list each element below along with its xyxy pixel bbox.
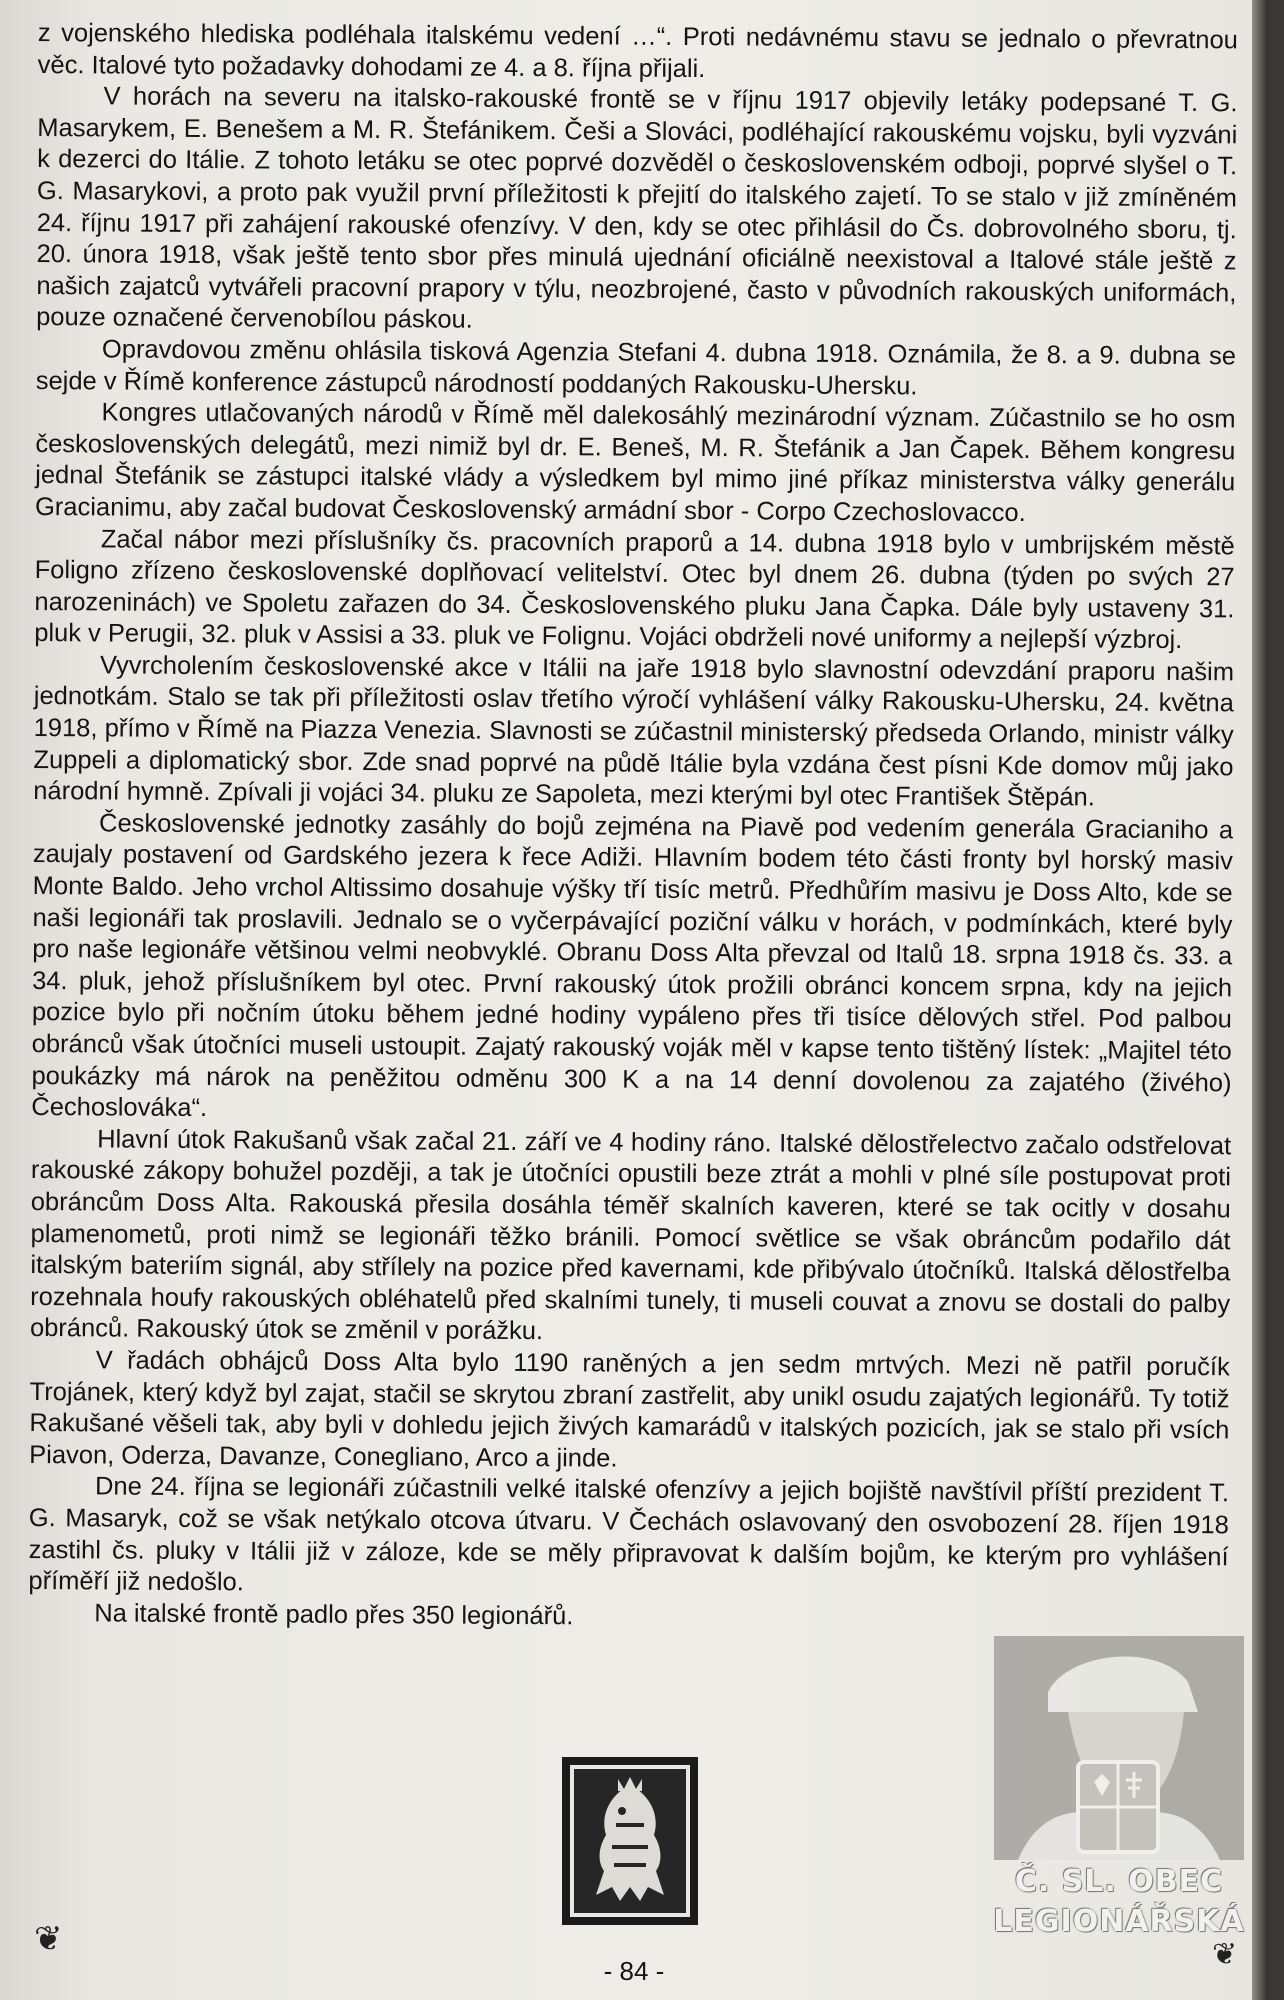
paragraph: V horách na severu na italsko-rakouské frontě se v říjnu 1917 objevily letáky podepsané T. G. Masarykem, E. Benešem a M. R. Štefánikem. Češi a Slováci, podléhající rakouskému vojsku, byli vyzváni k dezerci do Itálie. Z tohoto letáku se otec poprvé dozvěděl o československém odboji, poprvé slyšel o T. G. Masarykovi, a proto pak využil první příležitosti k přejití do italského zajetí. To se stalo v již zmíněném 24. říjnu 1917 při zahájení rakouské ofenzívy. V den, kdy se otec přihlásil do Čs. dobrovolného sboru, tj. 20. února 1918, však ještě tento sbor přes minulá ujednání oficiálně neexistoval a Italové stále ještě z našich zajatců vytvářeli pracovní prapory v týlu, neozbrojené, často v původních rakouských uniformách, pouze označené červenobílou páskou. — [36, 82, 1238, 335]
paragraph: Kongres utlačovaných národů v Římě měl dalekosáhlý mezinárodní význam. Zúčastnilo se ho osm československých delegátů, mezi nimiž byl dr. E. Beneš, M. R. Štefánik a Jan Čapek. Během kongresu jednal Štefánik se zástupci italské vlády a výsledkem byl mimo jiné příkaz ministerstva války generálu Gracianimu, aby začal budovat Československý armádní sbor - Corpo Czechoslovacco. — [34, 398, 1236, 527]
paragraph: Hlavní útok Rakušanů však začal 21. září ve 4 hodiny ráno. Italské dělostřelectvo začalo odstřelovat rakouské zákopy bohužel později, a tak je útočníci opustili beze ztrát a mohli v plné síle postupovat proti obráncům Doss Alta. Rakouská přesila dosáhla téměř skalních kaveren, které se tak ocitly v dosahu plamenometů, proti nimž se legionáři těžko bránili. Pomocí světlice se však obráncům podařilo dát italským bateriím signál, aby střílely na pozice před kavernami, kde přibývalo útočníků. Italská dělostřelba rozehnala houfy rakouských obléhatelů před skalními tunely, ti museli couvat a znovu se dostali do palby obránců. Rakouský útok se změnil v porážku. — [29, 1125, 1232, 1346]
page-number: - 84 - — [603, 1956, 665, 1986]
legion-watermark — [988, 1632, 1250, 1972]
page-edge-shadow — [1252, 0, 1268, 2000]
paragraph: V řadách obhájců Doss Alta bylo 1190 raněných a jen sedm mrtvých. Mezi ně patřil poručík Trojánek, který když byl zajat, stačil se skrytou zbraní zastřelit, aby unikl osudu zajatých legionářů. Ty totiž Rakušané věšeli tak, aby byli v dohledu jejich živých kamarádů v italských pozicích, jak se stalo při vsích Piavon, Oderza, Davanze, Conegliano, Arco a jinde. — [29, 1346, 1230, 1473]
flourish-ornament-icon: ❦ — [1212, 1938, 1238, 1971]
flourish-ornament-icon: ❦ — [34, 1920, 63, 1958]
page-body-text — [28, 18, 1238, 1637]
paragraph: Dne 24. října se legionáři zúčastnili velké italské ofenzívy a jejich bojiště navštívil příští prezident T. G. Masaryk, což se však netýkalo otcova útvaru. V Čechách oslavovaný den osvobození 28. říjen 1918 zastihl čs. pluky v Itálii již v záloze, kde se měly připravovat k dalším bojům, ke kterým pro vyhlášení příměří již nedošlo. — [28, 1472, 1230, 1597]
paragraph: Vyvrcholením československé akce v Itálii na jaře 1918 bylo slavnostní odevzdání praporu našim jednotkám. Stalo se tak při příležitosti oslav třetího výročí vyhlášení války Rakousku-Uhersku, 24. května 1918, přímo v Římě na Piazza Venezia. Slavnosti se zúčastnil ministerský předseda Orlando, ministr války Zuppeli a diplomatický sbor. Zde snad poprvé na půdě Itálie byla vzdána čest písni Kde domov můj jako národní hymně. Zpívali ji vojáci 34. pluku ze Sapoleta, mezi kterými byl otec František Štěpán. — [33, 651, 1235, 812]
paragraph: Na italské frontě padlo přes 350 legionářů. — [94, 1599, 574, 1630]
paragraph: Opravdovou změnu ohlásila tisková Agenzia Stefani 4. dubna 1918. Oznámila, že 8. a 9. dubna se sejde v Římě konference zástupců národností poddaných Rakousku-Uhersku. — [35, 335, 1237, 400]
lion-emblem-icon — [560, 1755, 700, 1927]
soldier-portrait-icon — [988, 1632, 1250, 1862]
paragraph: Československé jednotky zasáhly do bojů zejména na Piavě pod vedením generála Gracianiho a zaujaly postavení od Gardského jezera k řece Adiži. Hlavním bodem této části fronty byl horský masiv Monte Baldo. Jeho vrchol Altissimo dosahuje výšky tří tisíc metrů. Předhůřím masivu je Doss Alto, kde se naši legionáři tak proslavili. Jednalo se o vyčerpávající poziční válku v horách, v podmínkách, které byly pro naše legionáře většinou velmi neobvyklé. Obranu Doss Alta převzal od Italů 18. srpna 1918 čs. 33. a 34. pluk, jehož příslušníkem byl otec. První rakouský útok prožili obránci koncem srpna, kdy na jejich pozice bylo při nočním útoku během jedné hodiny vypáleno přes tři tisíce dělových střel. Pod palbou obránců však útočníci museli ustoupit. Zajatý rakouský voják měl v kapse tento tištěný lístek: „Majitel této poukázky má nárok na peněžitou odměnu 300 K a na 14 denní dovolenou za zajatého (živého) Čechoslováka“. — [31, 809, 1234, 1123]
paragraph: Začal nábor mezi příslušníky čs. pracovních praporů a 14. dubna 1918 bylo v umbrijském městě Foligno zřízeno československé doplňovací velitelství. Otec byl dnem 26. dubna (týden po svých 27 narozeninách) ve Spoletu zařazen do 34. Československého pluku Jana Čapka. Dále byly ustaveny 31. pluk v Perugii, 32. pluk v Assisi a 33. pluk ve Folignu. Vojáci obdrželi nové uniformy a nejlepší výzbroj. — [34, 524, 1235, 655]
watermark-line-1: Č. SL. OBEC — [1014, 1864, 1224, 1899]
paragraph: z vojenského hlediska podléhala italskému vedení …“. Proti nedávnému stavu se jednalo o převratnou věc. Italové tyto požadavky dohodami ze 4. a 8. října přijali. — [37, 18, 1238, 83]
watermark-line-2: LEGIONÁŘSKÁ — [993, 1904, 1245, 1939]
